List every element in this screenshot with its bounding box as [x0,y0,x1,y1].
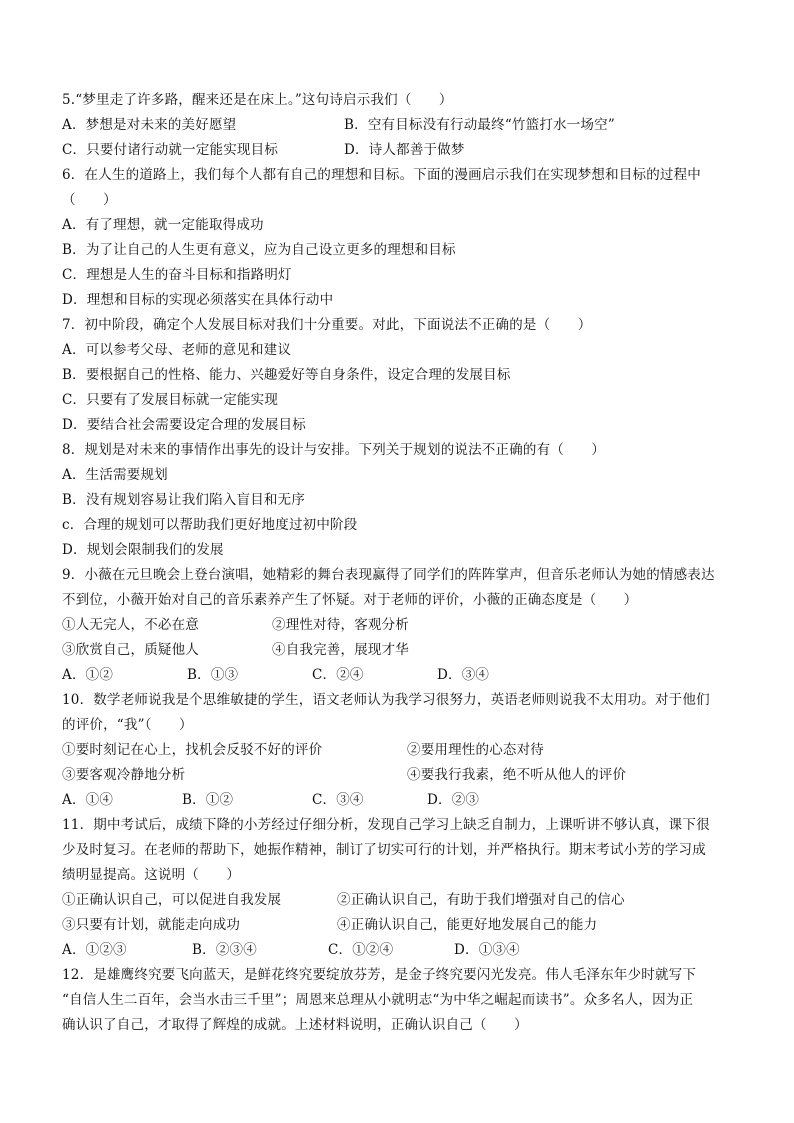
question-stem-cont: 不到位，小薇开始对自己的音乐素养产生了怀疑。对于老师的评价，小薇的正确态度是（ ） [62,592,638,608]
option-c: c．合理的规划可以帮助我们更好地度过初中阶段 [62,517,358,533]
option-d: D．③④ [437,667,490,683]
option-c: C．理想是人生的奋斗目标和指路明灯 [62,267,292,283]
option-row [62,788,732,813]
option-c: C．①②④ [328,942,394,958]
option-b: B．②③④ [192,942,257,958]
option-d: D．理想和目标的实现必须落实在具体行动中 [62,292,334,308]
statement-3: ③欣赏自己，质疑他人 [62,642,199,658]
option-a: A．①②③ [62,942,127,958]
question-5 [62,88,732,163]
option-c: C．只要付诸行动就一定能实现目标 [62,142,279,158]
question-12 [62,963,732,1038]
option-c: C．只要有了发展目标就一定能实现 [62,392,279,408]
statement-row [62,913,732,938]
question-stem: 12．是雄鹰终究要飞向蓝天，是鲜花终究要绽放芬芳，是金子终究要闪光发亮。伟人毛泽东年少时就写下 [62,967,697,983]
statement-row [62,888,732,913]
question-stem-cont: 确认识了自己，才取得了辉煌的成就。上述材料说明，正确认识自己（ ） [62,1017,528,1033]
option-a: A．有了理想，就一定能取得成功 [62,217,264,233]
option-b: B．要根据自己的性格、能力、兴趣爱好等自身条件，设定合理的发展目标 [62,367,511,383]
question-11 [62,813,732,963]
option-row [62,663,732,688]
option-b: B．空有目标没有行动最终“竹篮打水一场空” [344,117,615,133]
option-b: B．①③ [187,667,239,683]
option-a: A．可以参考父母、老师的意见和建议 [62,342,292,358]
option-b: B．为了让自己的人生更有意义，应为自己设立更多的理想和目标 [62,242,456,258]
option-a: A．梦想是对未来的美好愿望 [62,117,237,133]
statement-4: ④自我完善，展现才华 [272,642,409,658]
option-row [62,138,732,163]
option-a: A．①④ [62,792,114,808]
question-stem-cont: 的评价，“我”（ ） [62,717,193,733]
question-8 [62,438,732,563]
statement-3: ③要客观冷静地分析 [62,767,186,783]
question-7 [62,313,732,438]
question-stem: 7．初中阶段，确定个人发展目标对我们十分重要。对此，下面说法不正确的是（ ） [62,317,592,333]
statement-1: ①要时刻记在心上，找机会反驳不好的评价 [62,742,323,758]
question-stem-cont: 绩明显提高。这说明（ ） [62,867,241,883]
option-row [62,938,732,963]
statement-row [62,738,732,763]
option-c: C．③④ [312,792,364,808]
statement-row [62,638,732,663]
question-9 [62,563,732,688]
option-a: A．①② [62,667,114,683]
option-a: A．生活需要规划 [62,467,168,483]
statement-1: ①正确认识自己，可以促进自我发展 [62,892,282,908]
statement-3: ③只要有计划，就能走向成功 [62,917,241,933]
question-stem-cont: （ ） [62,192,117,208]
option-b: B．没有规划容易让我们陷入盲目和无序 [62,492,306,508]
question-stem: 11．期中考试后，成绩下降的小芳经过仔细分析，发现自己学习上缺乏自制力，上课听讲不够认真，课下很 [62,817,710,833]
statement-2: ②理性对待，客观分析 [272,617,409,633]
option-d: D．诗人都善于做梦 [344,142,465,158]
option-d: D．要结合社会需要设定合理的发展目标 [62,417,306,433]
question-stem: 6．在人生的道路上，我们每个人都有自己的理想和目标。下面的漫画启示我们在实现梦想和目标的过程中 [62,167,701,183]
question-10 [62,688,732,813]
question-stem: 9．小薇在元旦晚会上登台演唱，她精彩的舞台表现赢得了同学们的阵阵掌声，但音乐老师认为她的情感表达 [62,567,715,583]
option-c: C．②④ [312,667,364,683]
question-stem: 10．数学老师说我是个思维敏捷的学生，语文老师认为我学习很努力，英语老师则说我不太用功。对于他们 [62,692,710,708]
question-stem-cont: 少及时复习。在老师的帮助下，她振作精神，制订了切实可行的计划，并严格执行。期末考试小芳的学习成 [62,842,706,858]
statement-2: ②正确认识自己，有助于我们增强对自己的信心 [337,892,625,908]
statement-4: ④正确认识自己，能更好地发展自己的能力 [337,917,598,933]
statement-4: ④要我行我素，绝不听从他人的评价 [407,767,627,783]
option-b: B．①② [182,792,234,808]
question-6 [62,163,732,313]
statement-row [62,613,732,638]
question-stem-cont: “自信人生二百年，会当水击三千里”；周恩来总理从小就明志“为中华之崛起而读书”。众多名人，因为正 [62,992,694,1008]
exam-page [62,88,732,1038]
option-d: D．①③④ [454,942,520,958]
option-d: D．规划会限制我们的发展 [62,542,224,558]
option-row [62,113,732,138]
statement-row [62,763,732,788]
option-d: D．②③ [427,792,480,808]
statement-1: ①人无完人，不必在意 [62,617,199,633]
question-stem: 8．规划是对未来的事情作出事先的设计与安排。下列关于规划的说法不正确的有（ ） [62,442,606,458]
statement-2: ②要用理性的心态对待 [407,742,544,758]
question-stem: 5.“梦里走了许多路，醒来还是在床上。”这句诗启示我们（ ） [62,92,453,108]
